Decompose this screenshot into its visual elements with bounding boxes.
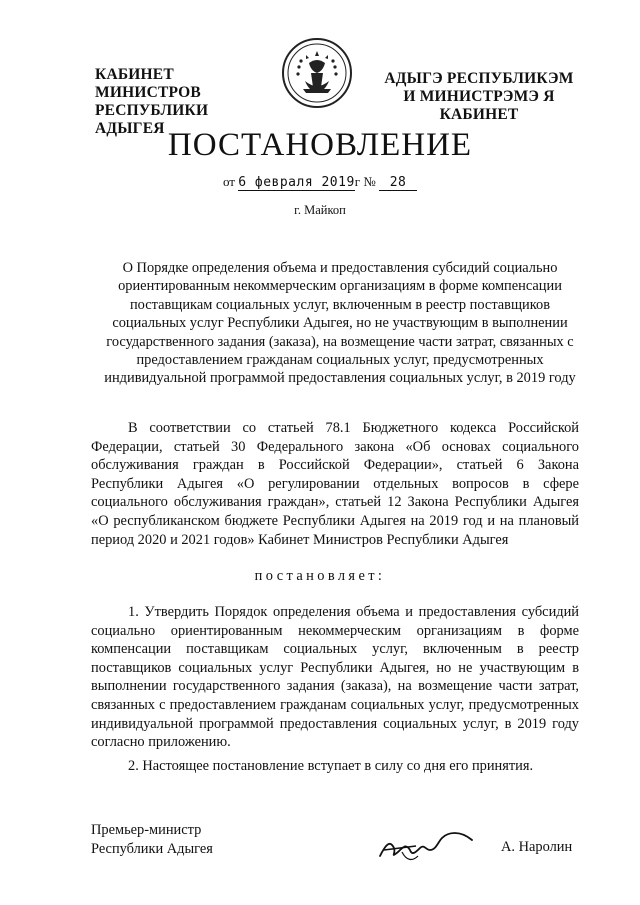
decree-item-2: 2. Настоящее постановление вступает в силу со дня его принятия. (128, 758, 534, 774)
decree-item-1: 1. Утвердить Порядок определения объема и предоставления субсидий социально ориентированным некоммерческим организациям в форме компенсации поставщикам социальных услуг, включенным в реестр поставщиков социальных услуг Республики Адыгея, но не участвующим в выполнении государственного задания (заказа), на возмещение части затрат, связанных с предоставлением гражданам социальных услуг, предусмотренных индивидуальной программой предоставления социальных услуг, в 2019 году согласно приложению. (91, 604, 579, 751)
preamble-paragraph: В соответствии со статьей 78.1 Бюджетного кодекса Российской Федерации, статьей 30 Федерального закона «Об основах социального обслуживания граждан в Российской Федерации», статьей 6 Закона Республики Адыгея «О регулировании отдельных вопросов в сфере социального обслуживания граждан», статьей 12 Закона Республики Адыгея «О республиканском бюджете Республики Адыгея на 2019 год и на плановый период 2020 и 2021 годов» Кабинет Министров Республики Адыгея (91, 420, 579, 548)
city: г. Майкоп (294, 203, 346, 217)
document-date: 6 февраля 2019 (238, 175, 355, 190)
year-suffix: г (354, 174, 361, 189)
document-number: 28 (379, 175, 417, 191)
number-label: № (363, 174, 376, 189)
coat-of-arms-icon (281, 37, 353, 109)
signatory-name: А. Наролин (501, 839, 573, 855)
issuer-name-russian: КАБИНЕТ МИНИСТРОВ РЕСПУБЛИКИ АДЫГЕЯ (95, 66, 209, 137)
signatory-title: Премьер-министр Республики Адыгея (91, 822, 213, 857)
handwritten-signature (376, 826, 476, 866)
document-title: ПОСТАНОВЛЕНИЕ (167, 127, 473, 163)
date-number-line (0, 174, 640, 191)
decree-word: постановляет: (254, 568, 386, 584)
issuer-name-adyghe: АДЫГЭ РЕСПУБЛИКЭМ И МИНИСТРЭМЭ Я КАБИНЕТ (384, 70, 574, 123)
date-prefix: от (222, 174, 235, 189)
document-subject: О Порядке определения объема и предоставления субсидий социально ориентированным некоммерческим организациям в форме компенсации поставщикам социальных услуг, включенным в реестр поставщиков социальных услуг Республики Адыгея, но не участвующим в выполнении государственного задания (заказа), на возмещение части затрат, связанных с предоставлением гражданам социальных услуг, предусмотренных индивидуальной программой предоставления социальных услуг, в 2019 году (104, 260, 576, 387)
